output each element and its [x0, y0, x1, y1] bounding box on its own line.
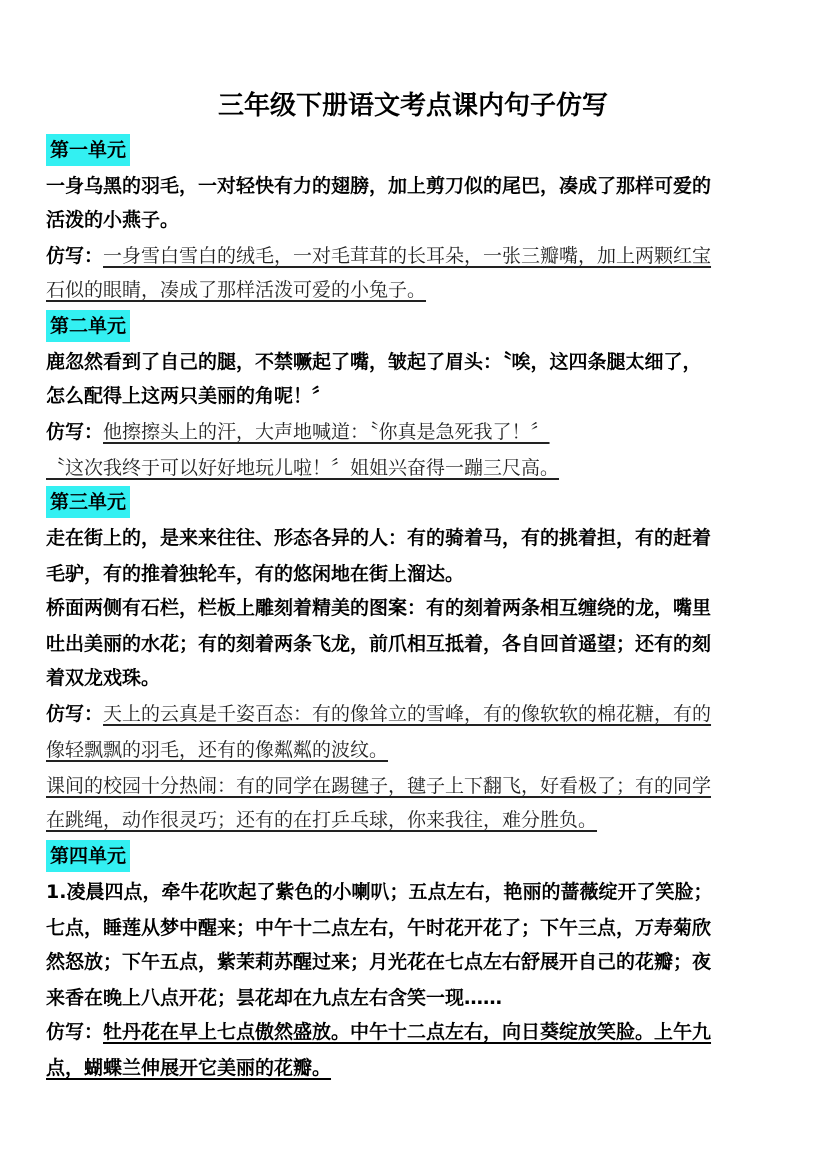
unit-2-imitation-line-1: [46, 416, 550, 448]
unit-1-source-line-2: 活泼的小燕子。: [46, 209, 180, 231]
unit-4-source-line-3: 然怒放；下午五点，紫茉莉苏醒过来；月光花在七点左右舒展开自己的花瓣；夜: [46, 951, 712, 973]
unit-3-extra-imitation-line-1: 课间的校园十分热闹：有的同学在踢毽子，毽子上下翻飞，好看极了；有的同学: [46, 775, 712, 797]
unit-1-heading: 第一单元: [46, 134, 130, 166]
unit-1-imitation-text-1: 一身雪白雪白的绒毛，一对毛茸茸的长耳朵，一张三瓣嘴，加上两颗红宝: [103, 245, 712, 267]
unit-2-source-line-1: 鹿忽然看到了自己的腿，不禁噘起了嘴，皱起了眉头：〝唉，这四条腿太细了，: [46, 351, 702, 373]
unit-4-imitation-line-1: [46, 1016, 711, 1048]
unit-4-imitation-line-2: 点，蝴蝶兰伸展开它美丽的花瓣。: [46, 1057, 332, 1079]
unit-1-source-line-1: 一身乌黑的羽毛，一对轻快有力的翅膀，加上剪刀似的尾巴，凑成了那样可爱的: [46, 175, 712, 197]
unit-3-heading: 第三单元: [46, 486, 130, 518]
unit-3-imitation-text-1: 天上的云真是千姿百态：有的像耸立的雪峰，有的像软软的棉花糖，有的: [103, 703, 712, 725]
unit-4-heading: 第四单元: [46, 840, 130, 872]
unit-3-imitation-line-1: [46, 698, 711, 730]
unit-3-imitation-line-2: 像轻飘飘的羽毛，还有的像粼粼的波纹。: [46, 739, 389, 761]
page-title: 三年级下册语文考点课内句子仿写: [217, 91, 608, 121]
unit-2-imitation-text-1: 他擦擦头上的汗，大声地喊道：〝你真是急死我了！〞: [103, 421, 550, 443]
unit-3-source-line-2: 毛驴，有的推着独轮车，有的悠闲地在街上溜达。: [46, 563, 465, 585]
unit-4-imitation-text-1: 牡丹花在早上七点傲然盛放。中午十二点左右，向日葵绽放笑脸。上午九: [103, 1021, 712, 1043]
imitation-label: 仿写：: [46, 245, 104, 267]
unit-4-source-line-1: 1.凌晨四点，牵牛花吹起了紫色的小喇叭；五点左右，艳丽的蔷薇绽开了笑脸；: [46, 881, 713, 903]
unit-2-heading: 第二单元: [46, 310, 130, 342]
imitation-label: 仿写：: [46, 703, 104, 725]
unit-2-source-line-2: 怎么配得上这两只美丽的角呢！〞: [46, 385, 332, 407]
unit-3-source-line-3: 桥面两侧有石栏，栏板上雕刻着精美的图案：有的刻着两条相互缠绕的龙，嘴里: [46, 597, 712, 619]
imitation-label: 仿写：: [46, 421, 104, 443]
unit-4-source-line-4: 来香在晚上八点开花；昙花却在九点左右含笑一现……: [46, 987, 503, 1009]
unit-2-imitation-line-2: 〝这次我终于可以好好地玩儿啦！〞姐姐兴奋得一蹦三尺高。: [46, 457, 560, 479]
imitation-label: 仿写：: [46, 1021, 104, 1043]
unit-3-extra-imitation-line-2: 在跳绳，动作很灵巧；还有的在打乒乓球，你来我往，难分胜负。: [46, 809, 598, 831]
unit-1-imitation-line-2: 石似的眼睛，凑成了那样活泼可爱的小兔子。: [46, 279, 427, 301]
unit-3-source-line-4: 吐出美丽的水花；有的刻着两条飞龙，前爪相互抵着，各自回首遥望；还有的刻: [46, 633, 712, 655]
unit-3-source-line-5: 着双龙戏珠。: [46, 667, 161, 689]
unit-1-imitation-line-1: [46, 240, 711, 272]
unit-3-source-line-1: 走在街上的，是来来往往、形态各异的人：有的骑着马，有的挑着担，有的赶着: [46, 527, 712, 549]
unit-4-source-line-2: 七点，睡莲从梦中醒来；中午十二点左右，午时花开花了；下午三点，万寿菊欣: [46, 917, 712, 939]
